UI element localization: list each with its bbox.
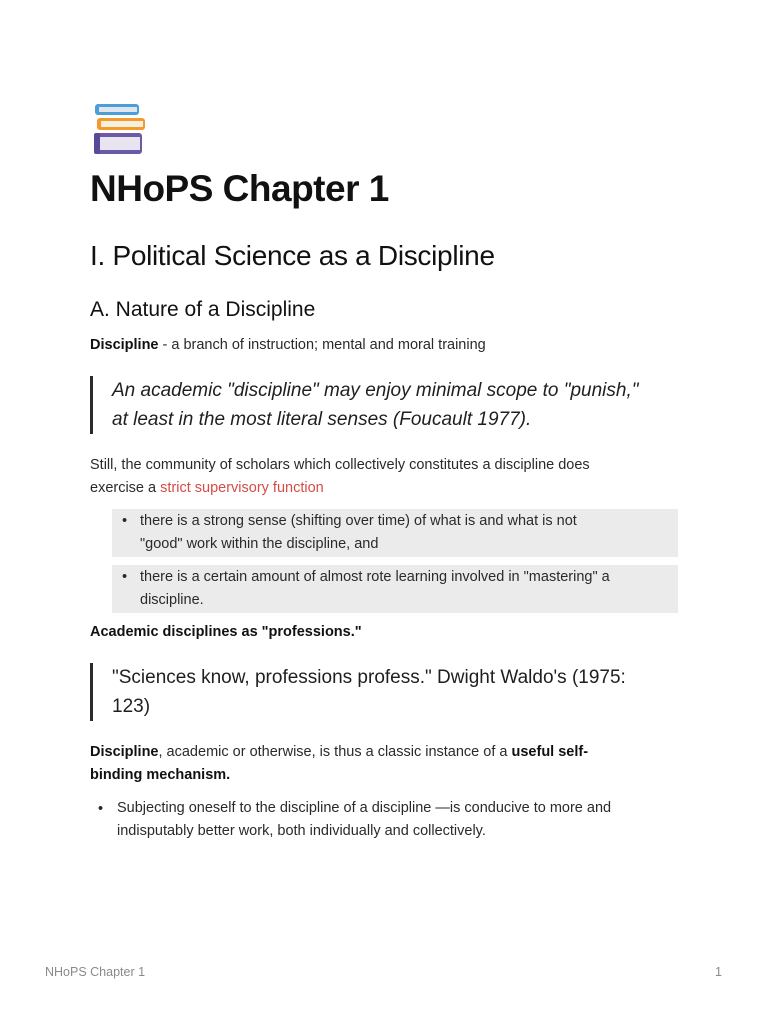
bold-text: binding mechanism. bbox=[90, 767, 231, 783]
paragraph-line: Still, the community of scholars which collectively constitutes a discipline does bbox=[90, 457, 590, 473]
paragraph-text: , academic or otherwise, is thus a classic instance of a bbox=[158, 744, 512, 760]
bullet-icon: • bbox=[122, 513, 128, 529]
callout-item bbox=[112, 565, 678, 613]
paragraph-line bbox=[90, 741, 588, 764]
subsection-heading: A. Nature of a Discipline bbox=[90, 298, 316, 321]
callout-line: there is a certain amount of almost rote learning involved in "mastering" a bbox=[140, 569, 610, 585]
quote-line: at least in the most literal senses (Foucault 1977). bbox=[112, 409, 532, 430]
definition-paragraph bbox=[90, 334, 486, 357]
books-icon bbox=[93, 102, 147, 156]
quote-line: 123) bbox=[112, 696, 151, 717]
callout-line: there is a strong sense (shifting over time) of what is and what is not bbox=[140, 513, 577, 529]
bullet-icon: • bbox=[122, 569, 128, 585]
callout-line: discipline. bbox=[140, 592, 204, 608]
page-title: NHoPS Chapter 1 bbox=[90, 168, 389, 209]
list-item bbox=[90, 797, 611, 843]
definition-term: Discipline bbox=[90, 337, 159, 353]
callout-line: "good" work within the discipline, and bbox=[140, 536, 379, 552]
definition-text: - a branch of instruction; mental and moral training bbox=[158, 337, 486, 353]
bullet-icon: • bbox=[98, 801, 104, 817]
highlighted-text: strict supervisory function bbox=[160, 480, 324, 496]
quote-line: An academic "discipline" may enjoy minimal scope to "punish," bbox=[112, 380, 639, 401]
bold-text: Academic disciplines as "professions." bbox=[90, 624, 362, 640]
paragraph-self-binding bbox=[90, 741, 588, 787]
bold-text: useful self- bbox=[511, 744, 589, 760]
footer-title: NHoPS Chapter 1 bbox=[45, 965, 146, 979]
bold-paragraph bbox=[90, 621, 362, 644]
list-line: indisputably better work, both individually and collectively. bbox=[117, 823, 486, 839]
paragraph-supervisory bbox=[90, 454, 590, 500]
blockquote-waldo bbox=[90, 663, 626, 721]
list-line: Subjecting oneself to the discipline of a discipline —is conducive to more and bbox=[117, 800, 612, 816]
paragraph-line bbox=[90, 477, 590, 500]
bold-term: Discipline bbox=[90, 744, 159, 760]
section-heading: I. Political Science as a Discipline bbox=[90, 240, 495, 271]
paragraph-line bbox=[90, 764, 588, 787]
page-number: 1 bbox=[715, 965, 722, 979]
callout-item bbox=[112, 509, 678, 557]
paragraph-text: exercise a bbox=[90, 480, 161, 496]
blockquote-foucault bbox=[90, 376, 639, 434]
quote-line: "Sciences know, professions profess." Dwight Waldo's (1975: bbox=[112, 667, 626, 688]
